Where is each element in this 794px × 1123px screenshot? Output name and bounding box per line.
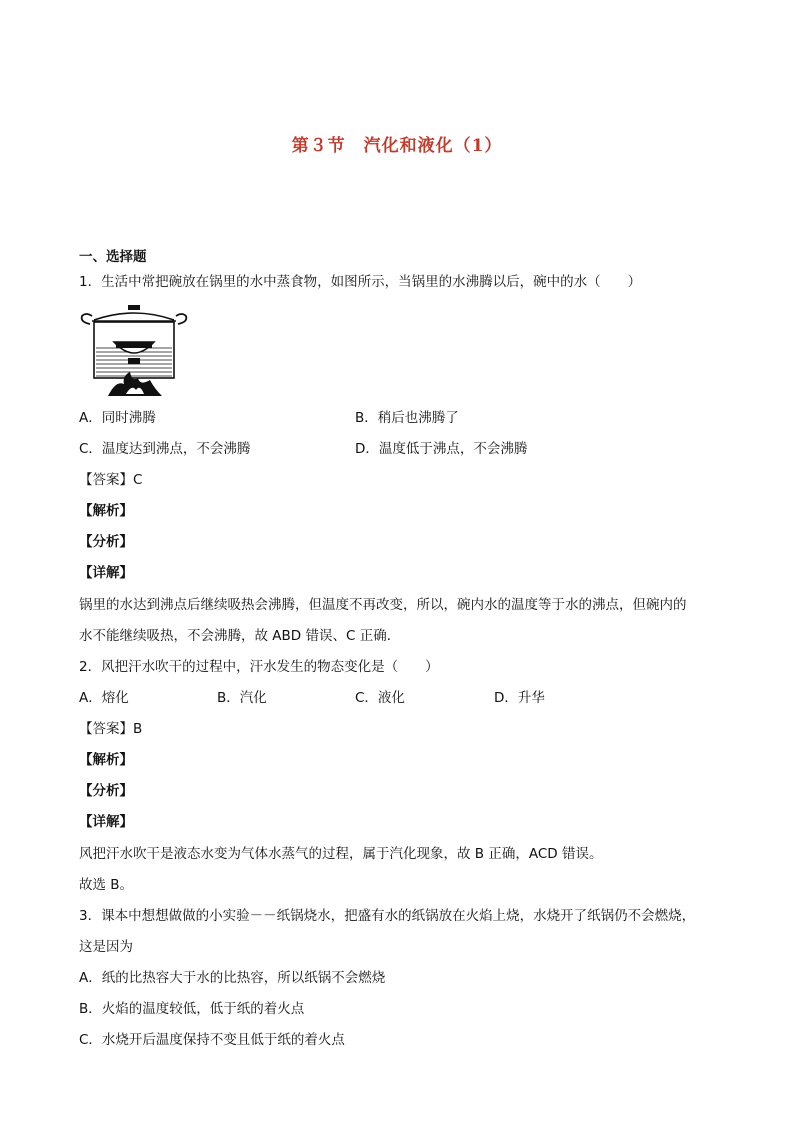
q2-option-d: D．升华 <box>494 690 545 706</box>
q2-explanation-line2: 故选 B。 <box>79 877 134 893</box>
q1-explanation-line2: 水不能继续吸热，不会沸腾，故 ABD 错误、C 正确． <box>79 628 401 644</box>
q1-option-d: D．温度低于沸点，不会沸腾 <box>355 441 528 457</box>
q1-answer: 【答案】C <box>79 472 143 488</box>
q3-stem-line1: 3．课本中想想做做的小实验－－纸锅烧水，把盛有水的纸锅放在火焰上烧，水烧开了纸锅仍不会燃烧， <box>79 908 696 924</box>
q3-option-c: C．水烧开后温度保持不变且低于纸的着火点 <box>79 1032 345 1048</box>
q2-answer: 【答案】B <box>79 721 143 737</box>
q3-option-a: A．纸的比热容大于水的比热容，所以纸锅不会燃烧 <box>79 970 386 986</box>
q1-option-c: C．温度达到沸点，不会沸腾 <box>79 441 251 457</box>
q2-fenxi-label: 【分析】 <box>79 783 133 799</box>
q3-stem-line2: 这是因为 <box>79 939 133 955</box>
q1-detail-label: 【详解】 <box>79 565 133 581</box>
q3-option-b: B．火焰的温度较低，低于纸的着火点 <box>79 1001 305 1017</box>
steamer-pot-figure <box>78 302 190 398</box>
q2-option-b: B．汽化 <box>217 690 267 706</box>
q2-option-c: C．液化 <box>355 690 405 706</box>
q1-analysis-label: 【解析】 <box>79 503 133 519</box>
q1-option-b: B．稍后也沸腾了 <box>355 410 459 426</box>
q1-fenxi-label: 【分析】 <box>79 534 133 550</box>
q2-detail-label: 【详解】 <box>79 814 133 830</box>
q2-stem: 2．风把汗水吹干的过程中，汗水发生的物态变化是（ ） <box>79 659 439 675</box>
q2-option-a: A．熔化 <box>79 690 129 706</box>
q2-explanation-line1: 风把汗水吹干是液态水变为气体水蒸气的过程，属于汽化现象，故 B 正确，ACD 错误。 <box>79 846 603 862</box>
q1-explanation-line1: 锅里的水达到沸点后继续吸热会沸腾，但温度不再改变，所以，碗内水的温度等于水的沸点，但碗内的 <box>79 597 687 613</box>
page-title: 第３节 汽化和液化（1） <box>291 136 503 156</box>
section-heading: 一、选择题 <box>79 249 147 265</box>
q2-analysis-label: 【解析】 <box>79 752 133 768</box>
q1-stem: 1．生活中常把碗放在锅里的水中蒸食物，如图所示，当锅里的水沸腾以后，碗中的水（ ） <box>79 274 642 290</box>
q1-option-a: A．同时沸腾 <box>79 410 156 426</box>
